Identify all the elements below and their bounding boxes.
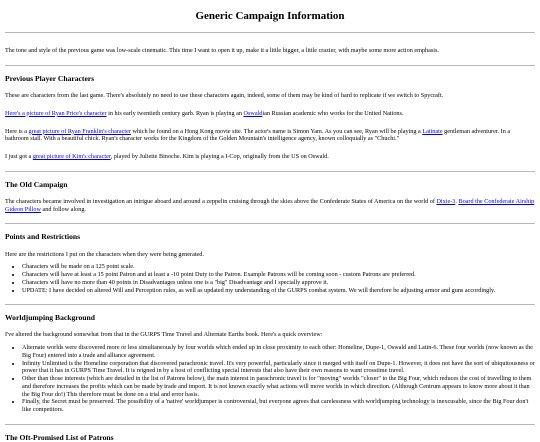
airship-link[interactable]: Board the Confederate Airship Gideon Pillow: [5, 197, 535, 213]
list-item: • UPDATE: I have decided on altered Will and Perception rules, as well as updated my understanding of the GURPS combat system. We will therefore be adjusting armor and guns accordingly.: [22, 287, 535, 295]
section-previous-characters: [5, 66, 535, 161]
page-title: Generic Campaign Information: [195, 10, 345, 22]
text: and follow along.: [40, 205, 86, 213]
text: I just got a: [5, 153, 33, 161]
worldjumping-list: [5, 344, 535, 414]
text: The characters became involved in investigation an intrigue aboard and around a zeppelin cruising through the skies above the Confederate States of America on the world of: [5, 197, 437, 205]
ryan-price-picture-link[interactable]: Here's a picture of Ryan Price's character: [5, 109, 107, 117]
paragraph: [5, 128, 535, 144]
section-heading: Points and Restrictions: [5, 232, 81, 242]
text: Here is a: [5, 127, 29, 135]
list-item: • Characters will be made on a 125 point scale.: [22, 263, 535, 271]
text: , played by Juliette Binoche. Kim is playing a I-Cop, originally from the US on Oswald.: [110, 153, 329, 161]
list-item: • Infinity Unlimited is the Homeline corporation that discovered parachronic travel. It's very powerful, particularly since it merged with itself on Dupe-1. However, it does not have the sort of ubiquitousness or power that it has in GURPS Time Travel. It is reigned in by a host of conflicting special interests that also have their own reasons to want crosstime travel.: [22, 360, 535, 376]
list-item: • Characters will have no more than 40 points in Disadvantages unless one is a "big" Disadvantage and I specially approve it.: [22, 279, 535, 287]
section-heading: Previous Player Characters: [5, 73, 95, 83]
text: ian Russian academic who works for the United Nations.: [262, 109, 404, 117]
list-item: • Characters will have at least a 15 point Patron and at least a -10 point Duty to the Patron. Example Patrons will be coming soon - custom Patrons are preferred.: [22, 271, 535, 279]
paragraph: Here are the restrictions I put on the characters when they were being generated.: [5, 250, 204, 258]
section-points-restrictions: [5, 224, 535, 294]
section-old-campaign: [5, 172, 535, 214]
section-patrons: [5, 425, 535, 442]
section-heading: The Oft-Promised List of Patrons: [5, 432, 114, 442]
paragraph: [5, 110, 535, 118]
paragraph: [5, 198, 535, 214]
divider: [5, 32, 535, 33]
section-heading: Worldjumping Background: [5, 313, 95, 323]
latinate-link[interactable]: Latinate: [422, 127, 443, 135]
text: in his early twentieth century garb. Ryan is playing an: [106, 109, 244, 117]
ryan-franklin-picture-link[interactable]: great picture of Ryan Franklin's character: [28, 127, 131, 135]
list-item: • Alternate worlds were discovered more or less simultaneously by four worlds which ended up in close proximity to each other: Homeline, Dupe-1, Oswald and Latin-6. These four worlds (now known as the Big Four) entered into a trade and alliance agreement.: [22, 344, 535, 360]
text: which he found on a Hong Kong movie site. The actor's name is Simon Yam. As you can see, Ryan will be playing a: [130, 127, 423, 135]
text: .: [455, 197, 459, 205]
paragraph: These are characters from the last game. There's absolutely no need to use these characters again, indeed, some of them may be kind of hard to replicate if we switch to Spycraft.: [5, 92, 444, 100]
text: gentleman adventurer. In a bathroom stall. With a beautiful chick. Ryan's character works for the Kingdom of the Golden Mountain's intelligence agency, known colloquially as "Chuchi.": [5, 127, 511, 143]
paragraph: I've altered the background somewhat from that in the GURPS Time Travel and Alternate Earths book. Here's a quick overview:: [5, 331, 323, 339]
restrictions-list: [5, 263, 535, 294]
section-worldjumping: [5, 305, 535, 414]
oswald-link[interactable]: Oswald: [243, 109, 263, 117]
list-item: • Other than those interests (which are detailed in the list of Patrons below), the main interest in parachronic travel is for "moving" worlds "closer" to the Big Four, which reduces the cost of travelling to them and therefore increases the profits which can be made by trade and import. It is not known exactly what actions will move worlds in which direction. (Although Centrum appears to know more about it than the Big Four do!) This therefore must be done on a trial and error basis.: [22, 375, 535, 398]
dixie-3-link[interactable]: Dixie-3: [436, 197, 456, 205]
kim-picture-link[interactable]: great picture of Kim's character: [32, 153, 111, 161]
section-heading: The Old Campaign: [5, 179, 68, 189]
page: [0, 10, 540, 442]
intro-paragraph: The tone and style of the previous game was low-scale cinematic. This time I want to open it up, make it a little bigger, a little crazier, with maybe some more action emphasis.: [5, 47, 439, 55]
list-item: • Finally, the Secret must be preserved. The possibility of a 'native' worldjumper is controversial, but everyone agrees that carelessness with worldjumping technology is inexcusable, since the Big Four don't like competitors.: [22, 398, 535, 414]
paragraph: [5, 153, 535, 161]
